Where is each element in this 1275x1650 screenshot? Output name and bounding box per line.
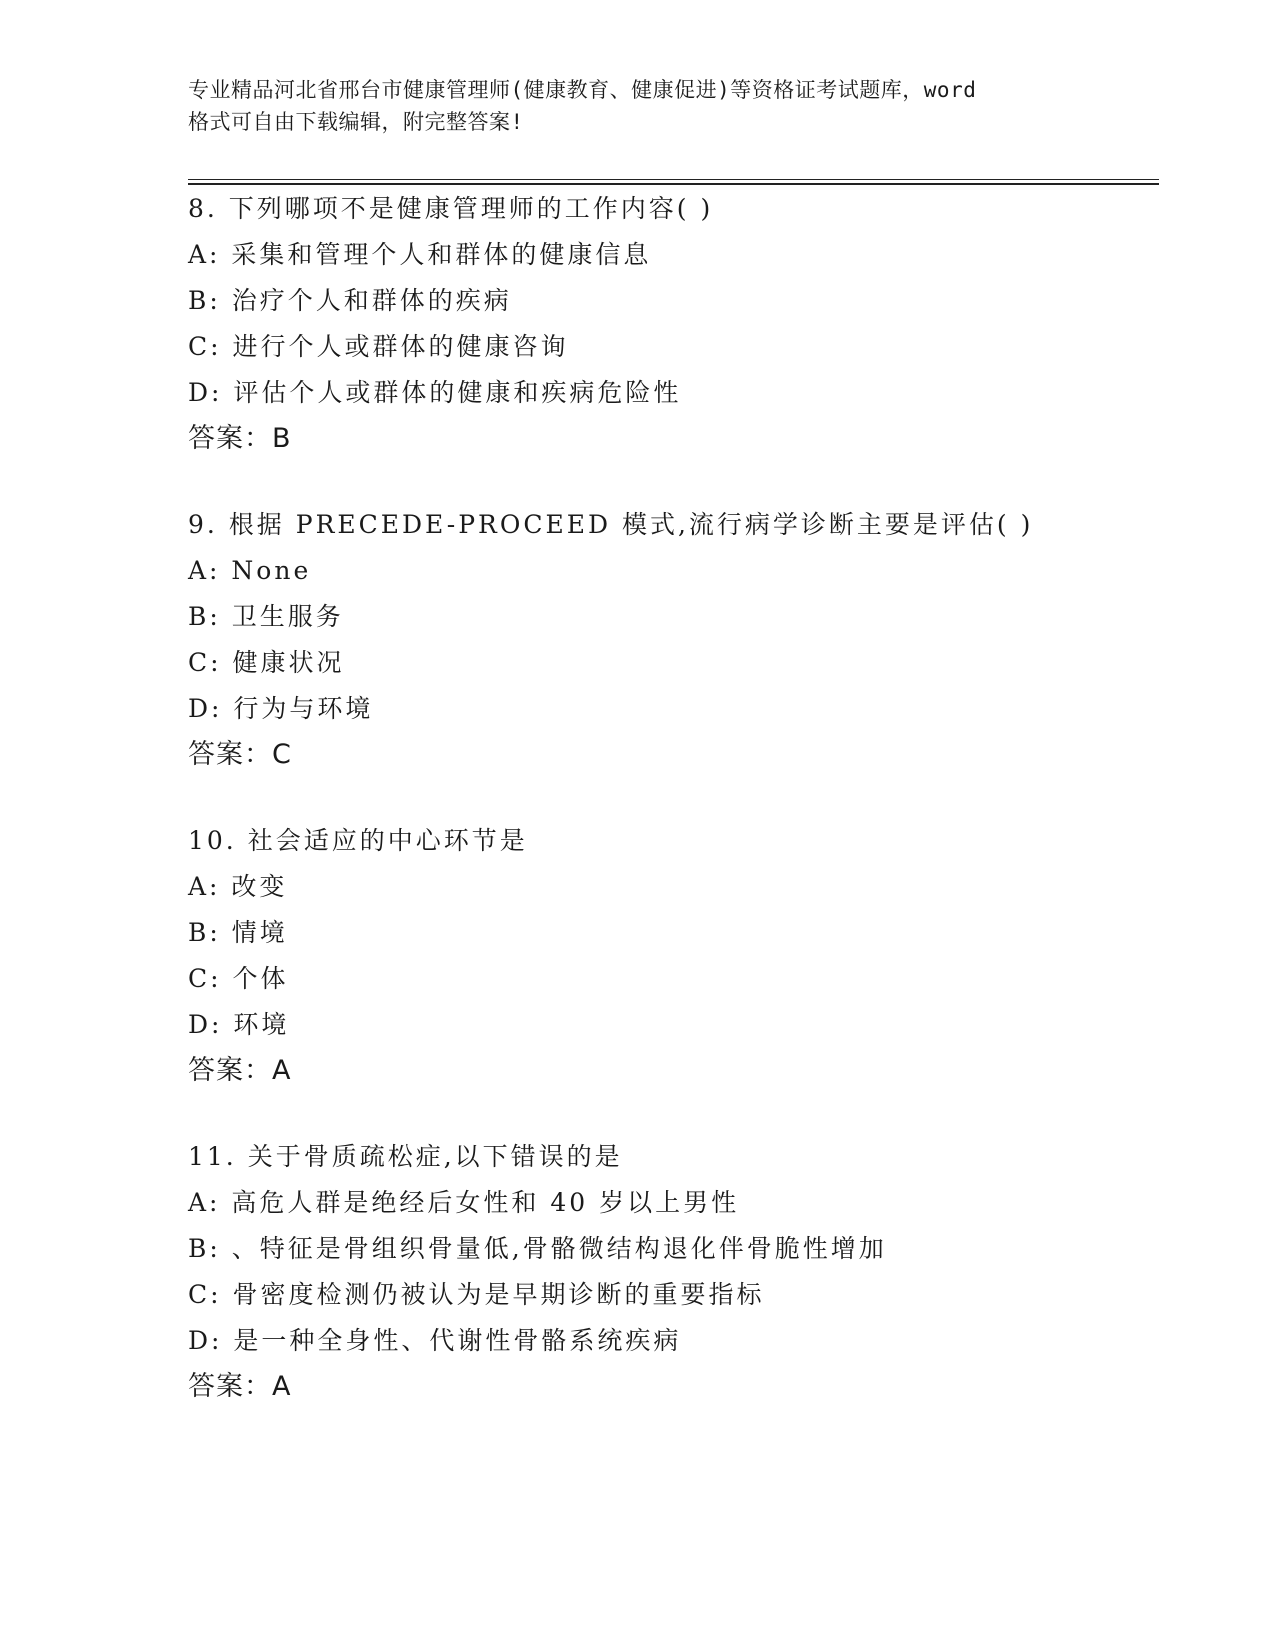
- question-block: [188, 818, 1168, 1094]
- question-block: [188, 1134, 1168, 1410]
- option-c: C: 骨密度检测仍被认为是早期诊断的重要指标: [188, 1280, 765, 1309]
- option-d: D: 评估个人或群体的健康和疾病危险性: [188, 378, 682, 407]
- answer-line: 答案：C: [188, 739, 292, 770]
- option-c: C: 进行个人或群体的健康咨询: [188, 332, 569, 361]
- option-a: A: 采集和管理个人和群体的健康信息: [188, 240, 652, 269]
- option-a: A: 改变: [188, 872, 288, 901]
- option-a: A: 高危人群是绝经后女性和 40 岁以上男性: [188, 1188, 740, 1217]
- option-d: D: 行为与环境: [188, 694, 374, 723]
- option-a: A: None: [188, 556, 312, 585]
- question-title: 9. 根据 PRECEDE-PROCEED 模式,流行病学诊断主要是评估( ): [188, 510, 1034, 539]
- option-b: B: 治疗个人和群体的疾病: [188, 286, 512, 315]
- header-note-line-1: 专业精品河北省邢台市健康管理师(健康教育、健康促进)等资格证考试题库，word: [188, 78, 977, 102]
- question-block: [188, 502, 1168, 778]
- answer-line: 答案：A: [188, 1055, 292, 1086]
- question-title: 11. 关于骨质疏松症,以下错误的是: [188, 1142, 623, 1171]
- header-divider-thick: [188, 183, 1159, 185]
- option-b: B: 、特征是骨组织骨量低,骨骼微结构退化伴骨脆性增加: [188, 1234, 887, 1263]
- option-c: C: 健康状况: [188, 648, 345, 677]
- question-title: 8. 下列哪项不是健康管理师的工作内容( ): [188, 194, 714, 223]
- question-block: [188, 186, 1168, 462]
- header-note-line-2: 格式可自由下载编辑，附完整答案!: [188, 110, 524, 134]
- option-d: D: 是一种全身性、代谢性骨骼系统疾病: [188, 1326, 682, 1355]
- option-b: B: 情境: [188, 918, 288, 947]
- header-note: [188, 74, 1088, 138]
- option-d: D: 环境: [188, 1010, 290, 1039]
- answer-line: 答案：A: [188, 1371, 292, 1402]
- question-title: 10. 社会适应的中心环节是: [188, 826, 528, 855]
- option-b: B: 卫生服务: [188, 602, 344, 631]
- option-c: C: 个体: [188, 964, 289, 993]
- answer-line: 答案：B: [188, 423, 292, 454]
- header-divider-thin: [188, 179, 1159, 180]
